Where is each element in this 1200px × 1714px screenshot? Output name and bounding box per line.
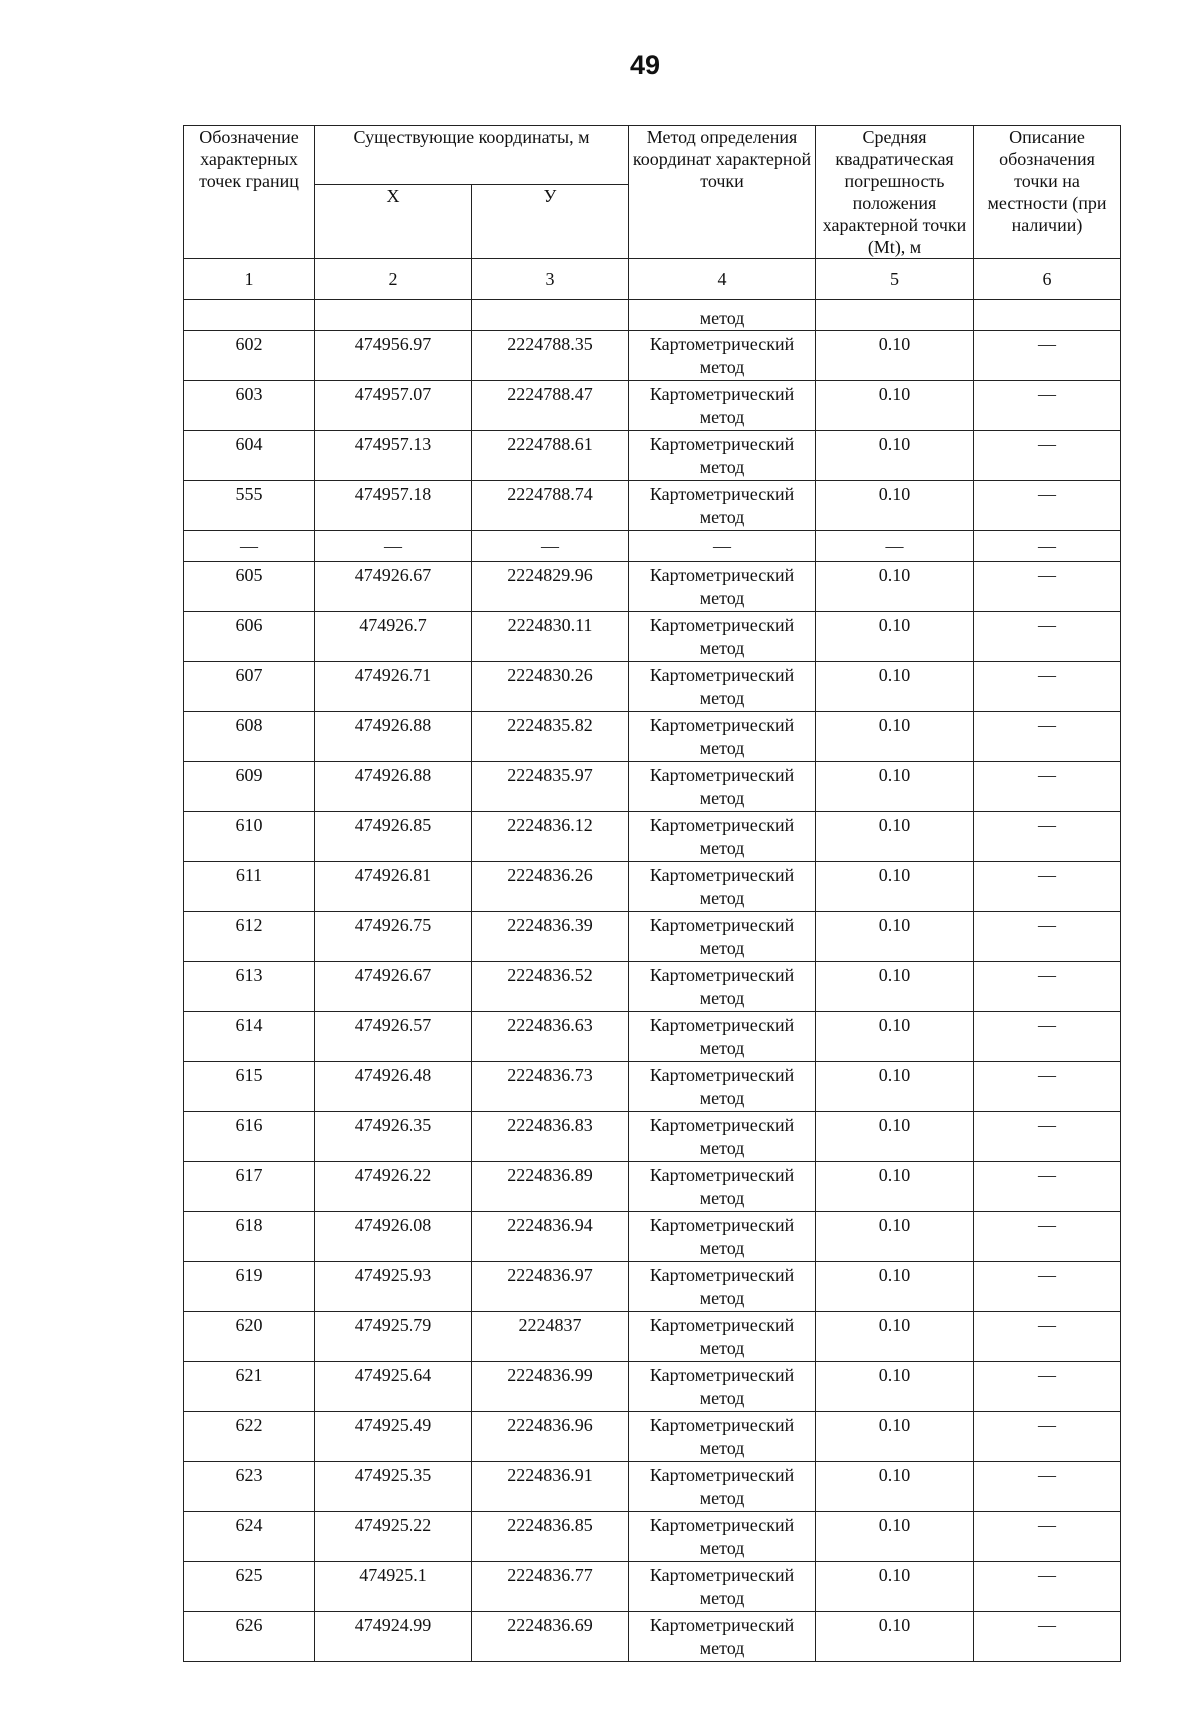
description: — xyxy=(974,1062,1121,1112)
method-line-2: метод xyxy=(699,638,745,658)
method-cell xyxy=(629,662,816,712)
point-id: 618 xyxy=(184,1212,315,1262)
method-line-2: метод xyxy=(699,1588,745,1608)
method-line-2: метод xyxy=(699,357,745,377)
method-line-2: метод xyxy=(699,1538,745,1558)
column-number: 4 xyxy=(629,259,816,300)
header-y: У xyxy=(472,185,629,259)
rms-error: 0.10 xyxy=(816,1362,974,1412)
method-line-1: Картометрический xyxy=(649,1015,795,1035)
separator-dash: — xyxy=(816,531,974,562)
method-line-1: Картометрический xyxy=(649,1465,795,1485)
y-coordinate: 2224836.97 xyxy=(472,1262,629,1312)
method-line-1: Картометрический xyxy=(649,1315,795,1335)
method-cell xyxy=(629,1312,816,1362)
method-cell xyxy=(629,381,816,431)
method-line-2: метод xyxy=(699,838,745,858)
method-line-2: метод xyxy=(699,988,745,1008)
x-coordinate: 474925.49 xyxy=(315,1412,472,1462)
header-point-designation: Обозначение характерных точек границ xyxy=(184,126,315,259)
point-id: 604 xyxy=(184,431,315,481)
table-row xyxy=(184,481,1121,531)
method-cell xyxy=(629,762,816,812)
x-coordinate: 474926.22 xyxy=(315,1162,472,1212)
point-id: 621 xyxy=(184,1362,315,1412)
method-line-2: метод xyxy=(699,788,745,808)
separator-dash: — xyxy=(184,531,315,562)
x-coordinate: 474924.99 xyxy=(315,1612,472,1662)
rms-error: 0.10 xyxy=(816,562,974,612)
description: — xyxy=(974,962,1121,1012)
description: — xyxy=(974,1512,1121,1562)
method-line-2: метод xyxy=(699,457,745,477)
point-id: 624 xyxy=(184,1512,315,1562)
method-cell xyxy=(629,1112,816,1162)
point-id: 602 xyxy=(184,331,315,381)
method-line-2: метод xyxy=(699,1638,745,1658)
method-line-1: Картометрический xyxy=(649,665,795,685)
method-cell xyxy=(629,562,816,612)
point-id: 620 xyxy=(184,1312,315,1362)
x-coordinate: 474926.85 xyxy=(315,812,472,862)
x-coordinate: 474925.79 xyxy=(315,1312,472,1362)
x-coordinate: 474926.88 xyxy=(315,712,472,762)
method-line-1: Картометрический xyxy=(649,384,795,404)
rms-error: 0.10 xyxy=(816,612,974,662)
table-row xyxy=(184,562,1121,612)
x-coordinate: 474926.67 xyxy=(315,962,472,1012)
table-row xyxy=(184,1112,1121,1162)
table-row xyxy=(184,712,1121,762)
method-cell xyxy=(629,481,816,531)
method-line-2: метод xyxy=(699,507,745,527)
method-line-2: метод xyxy=(699,1388,745,1408)
header-existing-coords: Существующие координаты, м xyxy=(315,126,629,185)
method-cell xyxy=(629,1212,816,1262)
y-coordinate: 2224830.11 xyxy=(472,612,629,662)
table-row xyxy=(184,1012,1121,1062)
table-row xyxy=(184,1362,1121,1412)
x-coordinate: 474957.18 xyxy=(315,481,472,531)
point-id: 610 xyxy=(184,812,315,862)
description: — xyxy=(974,1312,1121,1362)
rms-error: 0.10 xyxy=(816,1412,974,1462)
method-line-1: Картометрический xyxy=(649,484,795,504)
description: — xyxy=(974,1212,1121,1262)
method-line-2: метод xyxy=(699,888,745,908)
method-line-1: Картометрический xyxy=(649,1565,795,1585)
point-id: 612 xyxy=(184,912,315,962)
table-row xyxy=(184,662,1121,712)
rms-error: 0.10 xyxy=(816,912,974,962)
point-id: 609 xyxy=(184,762,315,812)
rms-error: 0.10 xyxy=(816,1062,974,1112)
method-line-1: Картометрический xyxy=(649,1415,795,1435)
table-row xyxy=(184,1062,1121,1112)
description: — xyxy=(974,1112,1121,1162)
rms-error: 0.10 xyxy=(816,862,974,912)
method-line-2: метод xyxy=(699,1138,745,1158)
y-coordinate: 2224835.82 xyxy=(472,712,629,762)
separator-dash: — xyxy=(472,531,629,562)
description: — xyxy=(974,1462,1121,1512)
rms-error: 0.10 xyxy=(816,1162,974,1212)
rms-error: 0.10 xyxy=(816,762,974,812)
point-id: 608 xyxy=(184,712,315,762)
method-line-1: Картометрический xyxy=(649,1215,795,1235)
method-line-1: Картометрический xyxy=(649,615,795,635)
method-cell xyxy=(629,1012,816,1062)
method-cell xyxy=(629,1362,816,1412)
separator-dash: — xyxy=(629,531,816,562)
x-coordinate: 474957.13 xyxy=(315,431,472,481)
table-row xyxy=(184,1262,1121,1312)
y-coordinate: 2224836.12 xyxy=(472,812,629,862)
point-id: 622 xyxy=(184,1412,315,1462)
point-id: 613 xyxy=(184,962,315,1012)
method-line-1: Картометрический xyxy=(649,434,795,454)
description: — xyxy=(974,331,1121,381)
rms-error: 0.10 xyxy=(816,662,974,712)
y-coordinate: 2224829.96 xyxy=(472,562,629,612)
y-coordinate: 2224836.96 xyxy=(472,1412,629,1462)
y-coordinate: 2224788.35 xyxy=(472,331,629,381)
x-coordinate: 474926.67 xyxy=(315,562,472,612)
point-id: 603 xyxy=(184,381,315,431)
rms-error: 0.10 xyxy=(816,1312,974,1362)
header-description: Описание обозначения точки на местности (при наличии) xyxy=(974,126,1121,259)
rms-error: 0.10 xyxy=(816,712,974,762)
column-number-row xyxy=(184,259,1121,300)
method-cell xyxy=(629,1062,816,1112)
description: — xyxy=(974,381,1121,431)
method-cell xyxy=(629,1412,816,1462)
description: — xyxy=(974,1612,1121,1662)
y-coordinate: 2224836.85 xyxy=(472,1512,629,1562)
x-coordinate: 474926.35 xyxy=(315,1112,472,1162)
method-cell xyxy=(629,1612,816,1662)
table-row xyxy=(184,381,1121,431)
y-coordinate: 2224837 xyxy=(472,1312,629,1362)
method-cell xyxy=(629,812,816,862)
point-id: 614 xyxy=(184,1012,315,1062)
method-cell xyxy=(629,612,816,662)
method-line-2: метод xyxy=(699,588,745,608)
method-line-2: метод xyxy=(699,738,745,758)
y-coordinate: 2224836.69 xyxy=(472,1612,629,1662)
y-coordinate: 2224836.63 xyxy=(472,1012,629,1062)
method-line-2: метод xyxy=(699,1088,745,1108)
x-coordinate: 474926.81 xyxy=(315,862,472,912)
method-cell xyxy=(629,431,816,481)
method-cell xyxy=(629,862,816,912)
table-row xyxy=(184,1162,1121,1212)
method-line-2: метод xyxy=(699,1238,745,1258)
method-line-2: метод xyxy=(699,407,745,427)
x-coordinate: 474925.64 xyxy=(315,1362,472,1412)
column-number: 5 xyxy=(816,259,974,300)
x-coordinate: 474925.35 xyxy=(315,1462,472,1512)
method-line-1: Картометрический xyxy=(649,815,795,835)
rms-error: 0.10 xyxy=(816,1112,974,1162)
table-row xyxy=(184,812,1121,862)
point-id: 623 xyxy=(184,1462,315,1512)
y-coordinate: 2224835.97 xyxy=(472,762,629,812)
method-line-1: Картометрический xyxy=(649,865,795,885)
rms-error: 0.10 xyxy=(816,1012,974,1062)
x-coordinate: 474957.07 xyxy=(315,381,472,431)
method-line-2: метод xyxy=(699,1288,745,1308)
rms-error: 0.10 xyxy=(816,1562,974,1612)
continuation-row xyxy=(184,300,1121,331)
description: — xyxy=(974,1412,1121,1462)
description: — xyxy=(974,762,1121,812)
rms-error: 0.10 xyxy=(816,381,974,431)
point-id: 616 xyxy=(184,1112,315,1162)
y-coordinate: 2224836.91 xyxy=(472,1462,629,1512)
boundary-points-table xyxy=(183,125,1121,1662)
table-row xyxy=(184,762,1121,812)
description: — xyxy=(974,1562,1121,1612)
x-coordinate: 474926.48 xyxy=(315,1062,472,1112)
method-line-2: метод xyxy=(699,688,745,708)
method-line-2: метод xyxy=(699,938,745,958)
y-coordinate: 2224836.39 xyxy=(472,912,629,962)
description: — xyxy=(974,662,1121,712)
method-line-2: метод xyxy=(699,1338,745,1358)
y-coordinate: 2224830.26 xyxy=(472,662,629,712)
table-row xyxy=(184,431,1121,481)
rms-error: 0.10 xyxy=(816,962,974,1012)
x-coordinate: 474926.71 xyxy=(315,662,472,712)
point-id: 615 xyxy=(184,1062,315,1112)
x-coordinate: 474926.7 xyxy=(315,612,472,662)
method-line-1: Картометрический xyxy=(649,1515,795,1535)
method-cell xyxy=(629,331,816,381)
method-line-1: Картометрический xyxy=(649,1615,795,1635)
continuation-text: метод xyxy=(629,300,816,331)
x-coordinate: 474925.93 xyxy=(315,1262,472,1312)
point-id: 607 xyxy=(184,662,315,712)
y-coordinate: 2224836.26 xyxy=(472,862,629,912)
method-cell xyxy=(629,1162,816,1212)
description: — xyxy=(974,612,1121,662)
method-line-1: Картометрический xyxy=(649,765,795,785)
point-id: 605 xyxy=(184,562,315,612)
y-coordinate: 2224836.94 xyxy=(472,1212,629,1262)
page-number: 49 xyxy=(629,50,661,80)
table-row xyxy=(184,1462,1121,1512)
description: — xyxy=(974,1262,1121,1312)
y-coordinate: 2224836.99 xyxy=(472,1362,629,1412)
method-line-2: метод xyxy=(699,1488,745,1508)
column-number: 1 xyxy=(184,259,315,300)
point-id: 611 xyxy=(184,862,315,912)
separator-dash: — xyxy=(974,531,1121,562)
point-id: 625 xyxy=(184,1562,315,1612)
method-cell xyxy=(629,1462,816,1512)
separator-row xyxy=(184,531,1121,562)
method-cell xyxy=(629,1262,816,1312)
column-number: 2 xyxy=(315,259,472,300)
description: — xyxy=(974,712,1121,762)
header-method: Метод определения координат характерной точки xyxy=(629,126,816,259)
method-cell xyxy=(629,1562,816,1612)
method-line-1: Картометрический xyxy=(649,565,795,585)
method-cell xyxy=(629,712,816,762)
method-line-1: Картометрический xyxy=(649,334,795,354)
method-line-1: Картометрический xyxy=(649,1165,795,1185)
table-row xyxy=(184,1312,1121,1362)
method-line-2: метод xyxy=(699,1438,745,1458)
method-line-1: Картометрический xyxy=(649,965,795,985)
x-coordinate: 474926.88 xyxy=(315,762,472,812)
table-row xyxy=(184,912,1121,962)
description: — xyxy=(974,1012,1121,1062)
description: — xyxy=(974,862,1121,912)
column-number: 3 xyxy=(472,259,629,300)
rms-error: 0.10 xyxy=(816,431,974,481)
y-coordinate: 2224836.89 xyxy=(472,1162,629,1212)
method-line-2: метод xyxy=(699,1038,745,1058)
description: — xyxy=(974,1362,1121,1412)
rms-error: 0.10 xyxy=(816,1512,974,1562)
description: — xyxy=(974,562,1121,612)
point-id: 617 xyxy=(184,1162,315,1212)
table-row xyxy=(184,1212,1121,1262)
description: — xyxy=(974,1162,1121,1212)
method-line-2: метод xyxy=(699,1188,745,1208)
method-cell xyxy=(629,912,816,962)
y-coordinate: 2224788.74 xyxy=(472,481,629,531)
table-row xyxy=(184,331,1121,381)
rms-error: 0.10 xyxy=(816,812,974,862)
table-row xyxy=(184,1562,1121,1612)
table-row xyxy=(184,1612,1121,1662)
column-number: 6 xyxy=(974,259,1121,300)
x-coordinate: 474926.08 xyxy=(315,1212,472,1262)
x-coordinate: 474925.22 xyxy=(315,1512,472,1562)
table-row xyxy=(184,962,1121,1012)
y-coordinate: 2224836.83 xyxy=(472,1112,629,1162)
x-coordinate: 474926.75 xyxy=(315,912,472,962)
point-id: 619 xyxy=(184,1262,315,1312)
y-coordinate: 2224788.47 xyxy=(472,381,629,431)
table-row xyxy=(184,862,1121,912)
header-x: X xyxy=(315,185,472,259)
method-line-1: Картометрический xyxy=(649,1065,795,1085)
method-line-1: Картометрический xyxy=(649,715,795,735)
method-cell xyxy=(629,1512,816,1562)
description: — xyxy=(974,812,1121,862)
method-cell xyxy=(629,962,816,1012)
y-coordinate: 2224836.77 xyxy=(472,1562,629,1612)
description: — xyxy=(974,431,1121,481)
point-id: 555 xyxy=(184,481,315,531)
method-line-1: Картометрический xyxy=(649,1115,795,1135)
header-rms-error: Средняя квадратическая погрешность положения характерной точки (Mt), м xyxy=(816,126,974,259)
x-coordinate: 474926.57 xyxy=(315,1012,472,1062)
table-row xyxy=(184,612,1121,662)
description: — xyxy=(974,912,1121,962)
table-row xyxy=(184,1512,1121,1562)
rms-error: 0.10 xyxy=(816,1612,974,1662)
point-id: 606 xyxy=(184,612,315,662)
method-line-1: Картометрический xyxy=(649,1365,795,1385)
table-row xyxy=(184,1412,1121,1462)
rms-error: 0.10 xyxy=(816,1212,974,1262)
rms-error: 0.10 xyxy=(816,1262,974,1312)
description: — xyxy=(974,481,1121,531)
rms-error: 0.10 xyxy=(816,331,974,381)
x-coordinate: 474956.97 xyxy=(315,331,472,381)
separator-dash: — xyxy=(315,531,472,562)
point-id: 626 xyxy=(184,1612,315,1662)
method-line-1: Картометрический xyxy=(649,915,795,935)
x-coordinate: 474925.1 xyxy=(315,1562,472,1612)
method-line-1: Картометрический xyxy=(649,1265,795,1285)
y-coordinate: 2224836.52 xyxy=(472,962,629,1012)
rms-error: 0.10 xyxy=(816,1462,974,1512)
y-coordinate: 2224788.61 xyxy=(472,431,629,481)
rms-error: 0.10 xyxy=(816,481,974,531)
y-coordinate: 2224836.73 xyxy=(472,1062,629,1112)
